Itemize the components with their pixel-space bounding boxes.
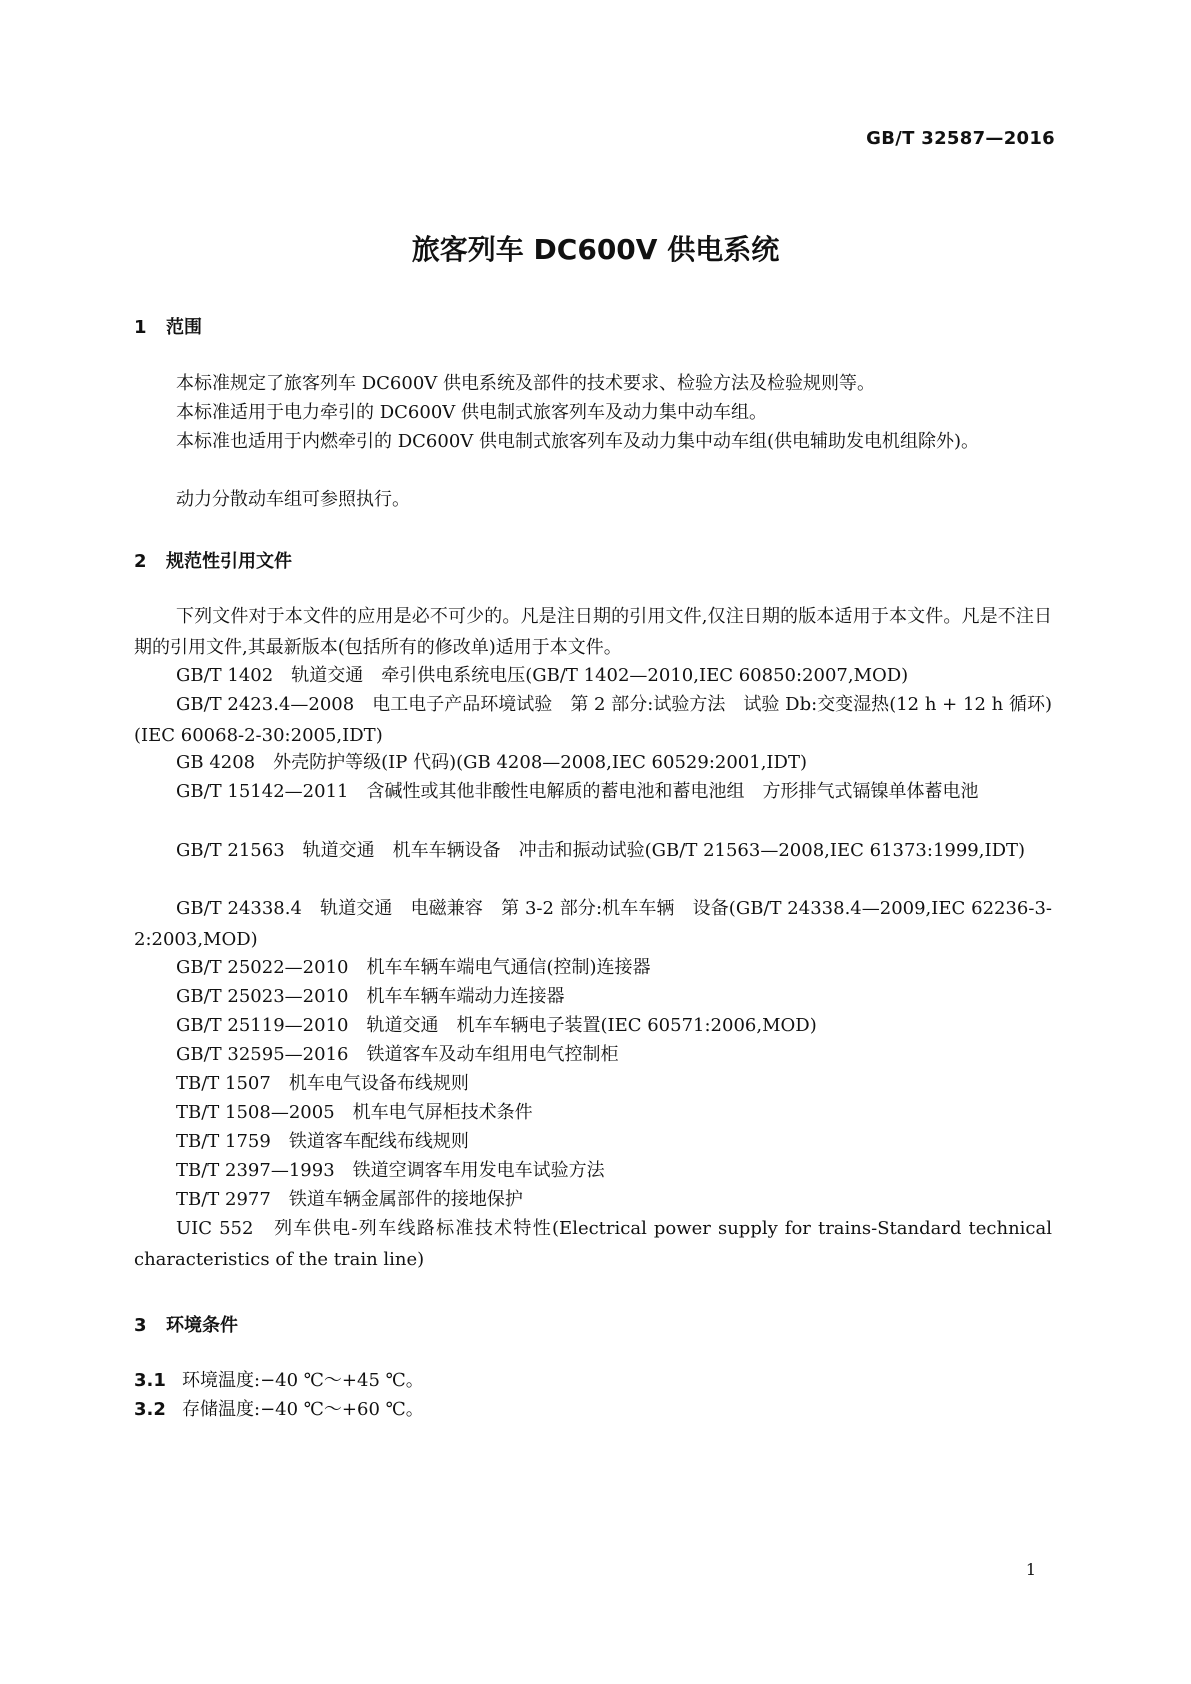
reference-item: GB/T 21563 轨道交通 机车车辆设备 冲击和振动试验(GB/T 21563—2008,IEC 61373:1999,IDT) — [176, 840, 1026, 861]
clause-text: 环境温度:−40 ℃～+45 ℃。 — [182, 1370, 424, 1391]
clause-number: 3.2 — [134, 1399, 166, 1420]
section-number: 1 — [134, 317, 147, 338]
page-number: 1 — [1025, 1560, 1036, 1579]
reference-item: GB/T 25023—2010 机车车辆车端动力连接器 — [176, 986, 565, 1007]
section-1-heading — [134, 313, 202, 339]
document-title: 旅客列车 DC600V 供电系统 — [411, 233, 780, 266]
reference-item: TB/T 2397—1993 铁道空调客车用发电车试验方法 — [176, 1160, 605, 1181]
clause-text: 存储温度:−40 ℃～+60 ℃。 — [182, 1399, 424, 1420]
reference-item: GB/T 1402 轨道交通 牵引供电系统电压(GB/T 1402—2010,IEC 60850:2007,MOD) — [176, 665, 909, 686]
reference-item: GB/T 32595—2016 铁道客车及动车组用电气控制柜 — [176, 1044, 619, 1065]
paragraph: 本标准适用于电力牵引的 DC600V 供电制式旅客列车及动力集中动车组。 — [176, 402, 767, 423]
paragraph: 本标准也适用于内燃牵引的 DC600V 供电制式旅客列车及动力集中动车组(供电辅助发电机组除外)。 — [176, 431, 980, 452]
paragraph: 下列文件对于本文件的应用是必不可少的。凡是注日期的引用文件,仅注日期的版本适用于本文件。凡是不注日期的引用文件,其最新版本(包括所有的修改单)适用于本文件。 — [134, 606, 1052, 658]
section-title: 环境条件 — [166, 1315, 238, 1336]
standard-code: GB/T 32587—2016 — [866, 128, 1055, 149]
paragraph: 本标准规定了旅客列车 DC600V 供电系统及部件的技术要求、检验方法及检验规则等。 — [176, 373, 875, 394]
section-2-heading — [134, 547, 292, 573]
reference-item: GB/T 25022—2010 机车车辆车端电气通信(控制)连接器 — [176, 957, 651, 978]
reference-item: UIC 552 列车供电-列车线路标准技术特性(Electrical power supply for trains-Standard technical characteristics of the train line) — [134, 1218, 1052, 1270]
section-3-heading — [134, 1311, 238, 1337]
reference-item: TB/T 1507 机车电气设备布线规则 — [176, 1073, 469, 1094]
section-number: 2 — [134, 551, 147, 572]
reference-item: GB 4208 外壳防护等级(IP 代码)(GB 4208—2008,IEC 60529:2001,IDT) — [176, 752, 807, 773]
reference-item: TB/T 1508—2005 机车电气屏柜技术条件 — [176, 1102, 533, 1123]
reference-item: GB/T 2423.4—2008 电工电子产品环境试验 第 2 部分:试验方法 试验 Db:交变湿热(12 h + 12 h 循环)(IEC 60068-2-30:2005,IDT) — [134, 694, 1052, 746]
clause-number: 3.1 — [134, 1370, 166, 1391]
reference-item: GB/T 24338.4 轨道交通 电磁兼容 第 3-2 部分:机车车辆 设备(GB/T 24338.4—2009,IEC 62236-3-2:2003,MOD) — [134, 898, 1052, 950]
section-title: 规范性引用文件 — [166, 551, 292, 572]
reference-item: TB/T 1759 铁道客车配线布线规则 — [176, 1131, 469, 1152]
section-number: 3 — [134, 1315, 147, 1336]
reference-item: TB/T 2977 铁道车辆金属部件的接地保护 — [176, 1189, 523, 1210]
reference-item: GB/T 15142—2011 含碱性或其他非酸性电解质的蓄电池和蓄电池组 方形排气式镉镍单体蓄电池 — [176, 781, 979, 802]
clause-3-2 — [134, 1395, 424, 1421]
paragraph: 动力分散动车组可参照执行。 — [176, 489, 410, 510]
section-title: 范围 — [166, 317, 202, 338]
clause-3-1 — [134, 1366, 424, 1392]
reference-item: GB/T 25119—2010 轨道交通 机车车辆电子装置(IEC 60571:2006,MOD) — [176, 1015, 817, 1036]
